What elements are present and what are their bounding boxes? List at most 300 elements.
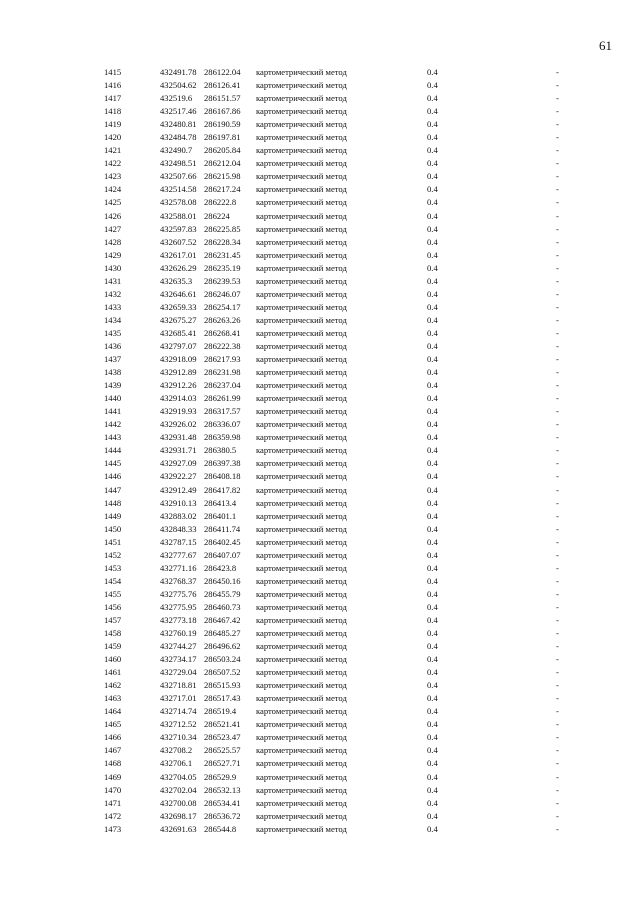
note-cell: -	[556, 784, 559, 795]
method-cell: картометрический метод	[256, 536, 347, 547]
coord-y-cell: 286197.81	[204, 132, 241, 143]
accuracy-cell: 0.4	[427, 823, 438, 834]
coord-y-cell: 286261.99	[204, 393, 241, 404]
method-cell: картометрический метод	[256, 106, 347, 117]
point-number-cell: 1416	[104, 80, 122, 91]
note-cell: -	[556, 523, 559, 534]
note-cell: -	[556, 588, 559, 599]
coord-y-cell: 286485.27	[204, 628, 241, 639]
table-row	[0, 418, 640, 431]
coord-y-cell: 286408.18	[204, 471, 241, 482]
coord-x-cell: 432484.78	[160, 132, 197, 143]
coord-x-cell: 432912.49	[160, 484, 197, 495]
accuracy-cell: 0.4	[427, 93, 438, 104]
point-number-cell: 1457	[104, 614, 122, 625]
coord-x-cell: 432714.74	[160, 706, 197, 717]
coord-y-cell: 286503.24	[204, 654, 241, 665]
coord-x-cell: 432691.63	[160, 823, 197, 834]
note-cell: -	[556, 249, 559, 260]
coord-y-cell: 286397.38	[204, 458, 241, 469]
accuracy-cell: 0.4	[427, 406, 438, 417]
coord-y-cell: 286534.41	[204, 797, 241, 808]
coord-x-cell: 432922.27	[160, 471, 197, 482]
coord-x-cell: 432729.04	[160, 667, 197, 678]
coord-x-cell: 432775.95	[160, 601, 197, 612]
coord-y-cell: 286507.52	[204, 667, 241, 678]
point-number-cell: 1472	[104, 810, 122, 821]
point-number-cell: 1428	[104, 236, 122, 247]
accuracy-cell: 0.4	[427, 732, 438, 743]
accuracy-cell: 0.4	[427, 223, 438, 234]
table-row	[0, 536, 640, 549]
accuracy-cell: 0.4	[427, 693, 438, 704]
coord-x-cell: 432931.71	[160, 445, 197, 456]
method-cell: картометрический метод	[256, 432, 347, 443]
point-number-cell: 1449	[104, 510, 122, 521]
coord-x-cell: 432626.29	[160, 262, 197, 273]
table-row	[0, 314, 640, 327]
accuracy-cell: 0.4	[427, 275, 438, 286]
coord-y-cell: 286212.04	[204, 158, 241, 169]
note-cell: -	[556, 354, 559, 365]
point-number-cell: 1424	[104, 184, 122, 195]
accuracy-cell: 0.4	[427, 706, 438, 717]
method-cell: картометрический метод	[256, 93, 347, 104]
table-row	[0, 497, 640, 510]
note-cell: -	[556, 171, 559, 182]
note-cell: -	[556, 301, 559, 312]
coord-x-cell: 432771.16	[160, 562, 197, 573]
point-number-cell: 1456	[104, 601, 122, 612]
table-row	[0, 392, 640, 405]
point-number-cell: 1460	[104, 654, 122, 665]
method-cell: картометрический метод	[256, 80, 347, 91]
coord-x-cell: 432760.19	[160, 628, 197, 639]
table-row	[0, 340, 640, 353]
coord-y-cell: 286263.26	[204, 314, 241, 325]
coord-y-cell: 286402.45	[204, 536, 241, 547]
coord-y-cell: 286450.16	[204, 575, 241, 586]
note-cell: -	[556, 510, 559, 521]
table-row	[0, 66, 640, 79]
coord-y-cell: 286525.57	[204, 745, 241, 756]
method-cell: картометрический метод	[256, 667, 347, 678]
table-row	[0, 196, 640, 209]
accuracy-cell: 0.4	[427, 380, 438, 391]
note-cell: -	[556, 393, 559, 404]
accuracy-cell: 0.4	[427, 171, 438, 182]
point-number-cell: 1461	[104, 667, 122, 678]
accuracy-cell: 0.4	[427, 445, 438, 456]
method-cell: картометрический метод	[256, 419, 347, 430]
coord-x-cell: 432597.83	[160, 223, 197, 234]
note-cell: -	[556, 197, 559, 208]
coord-x-cell: 432883.02	[160, 510, 197, 521]
coord-x-cell: 432912.89	[160, 367, 197, 378]
accuracy-cell: 0.4	[427, 810, 438, 821]
method-cell: картометрический метод	[256, 132, 347, 143]
method-cell: картометрический метод	[256, 784, 347, 795]
point-number-cell: 1434	[104, 314, 122, 325]
method-cell: картометрический метод	[256, 327, 347, 338]
method-cell: картометрический метод	[256, 380, 347, 391]
coord-x-cell: 432717.01	[160, 693, 197, 704]
accuracy-cell: 0.4	[427, 588, 438, 599]
point-number-cell: 1420	[104, 132, 122, 143]
note-cell: -	[556, 93, 559, 104]
method-cell: картометрический метод	[256, 275, 347, 286]
accuracy-cell: 0.4	[427, 784, 438, 795]
table-row	[0, 731, 640, 744]
table-row	[0, 523, 640, 536]
coord-x-cell: 432768.37	[160, 575, 197, 586]
accuracy-cell: 0.4	[427, 614, 438, 625]
accuracy-cell: 0.4	[427, 562, 438, 573]
method-cell: картометрический метод	[256, 67, 347, 77]
method-cell: картометрический метод	[256, 249, 347, 260]
accuracy-cell: 0.4	[427, 393, 438, 404]
coord-x-cell: 432704.05	[160, 771, 197, 782]
accuracy-cell: 0.4	[427, 797, 438, 808]
coord-y-cell: 286455.79	[204, 588, 241, 599]
table-row	[0, 627, 640, 640]
note-cell: -	[556, 562, 559, 573]
note-cell: -	[556, 823, 559, 834]
table-row	[0, 666, 640, 679]
table-row	[0, 784, 640, 797]
accuracy-cell: 0.4	[427, 758, 438, 769]
accuracy-cell: 0.4	[427, 354, 438, 365]
method-cell: картометрический метод	[256, 706, 347, 717]
method-cell: картометрический метод	[256, 588, 347, 599]
accuracy-cell: 0.4	[427, 654, 438, 665]
point-number-cell: 1444	[104, 445, 122, 456]
table-row	[0, 405, 640, 418]
method-cell: картометрический метод	[256, 549, 347, 560]
coord-x-cell: 432744.27	[160, 641, 197, 652]
table-row	[0, 510, 640, 523]
table-row	[0, 170, 640, 183]
accuracy-cell: 0.4	[427, 484, 438, 495]
method-cell: картометрический метод	[256, 354, 347, 365]
method-cell: картометрический метод	[256, 367, 347, 378]
note-cell: -	[556, 641, 559, 652]
point-number-cell: 1450	[104, 523, 122, 534]
accuracy-cell: 0.4	[427, 497, 438, 508]
coord-x-cell: 432926.02	[160, 419, 197, 430]
coord-x-cell: 432588.01	[160, 210, 197, 221]
method-cell: картометрический метод	[256, 523, 347, 534]
note-cell: -	[556, 406, 559, 417]
note-cell: -	[556, 210, 559, 221]
table-row	[0, 236, 640, 249]
point-number-cell: 1470	[104, 784, 122, 795]
coord-y-cell: 286217.93	[204, 354, 241, 365]
coord-y-cell: 286515.93	[204, 680, 241, 691]
method-cell: картометрический метод	[256, 745, 347, 756]
note-cell: -	[556, 628, 559, 639]
coord-x-cell: 432514.58	[160, 184, 197, 195]
accuracy-cell: 0.4	[427, 771, 438, 782]
coord-y-cell: 286401.1	[204, 510, 237, 521]
method-cell: картометрический метод	[256, 158, 347, 169]
method-cell: картометрический метод	[256, 406, 347, 417]
accuracy-cell: 0.4	[427, 301, 438, 312]
method-cell: картометрический метод	[256, 197, 347, 208]
point-number-cell: 1418	[104, 106, 122, 117]
point-number-cell: 1452	[104, 549, 122, 560]
method-cell: картометрический метод	[256, 758, 347, 769]
method-cell: картометрический метод	[256, 314, 347, 325]
table-row	[0, 223, 640, 236]
coord-y-cell: 286239.53	[204, 275, 241, 286]
point-number-cell: 1425	[104, 197, 122, 208]
coord-x-cell: 432635.3	[160, 275, 193, 286]
method-cell: картометрический метод	[256, 575, 347, 586]
point-number-cell: 1430	[104, 262, 122, 273]
note-cell: -	[556, 575, 559, 586]
table-row	[0, 105, 640, 118]
coord-x-cell: 432931.48	[160, 432, 197, 443]
coord-y-cell: 286496.62	[204, 641, 241, 652]
coord-x-cell: 432498.51	[160, 158, 197, 169]
coord-x-cell: 432519.6	[160, 93, 193, 104]
note-cell: -	[556, 119, 559, 130]
method-cell: картометрический метод	[256, 236, 347, 247]
point-number-cell: 1431	[104, 275, 122, 286]
table-row	[0, 301, 640, 314]
coord-y-cell: 286521.41	[204, 719, 241, 730]
coord-y-cell: 286217.24	[204, 184, 241, 195]
coord-x-cell: 432910.13	[160, 497, 197, 508]
coord-x-cell: 432491.78	[160, 67, 197, 77]
note-cell: -	[556, 810, 559, 821]
coord-x-cell: 432700.08	[160, 797, 197, 808]
method-cell: картометрический метод	[256, 797, 347, 808]
point-number-cell: 1433	[104, 301, 122, 312]
accuracy-cell: 0.4	[427, 106, 438, 117]
coord-y-cell: 286336.07	[204, 419, 241, 430]
accuracy-cell: 0.4	[427, 210, 438, 221]
coord-x-cell: 432646.61	[160, 288, 197, 299]
method-cell: картометрический метод	[256, 601, 347, 612]
method-cell: картометрический метод	[256, 145, 347, 156]
method-cell: картометрический метод	[256, 210, 347, 221]
accuracy-cell: 0.4	[427, 314, 438, 325]
coord-y-cell: 286411.74	[204, 523, 241, 534]
note-cell: -	[556, 614, 559, 625]
accuracy-cell: 0.4	[427, 680, 438, 691]
note-cell: -	[556, 758, 559, 769]
coord-y-cell: 286228.34	[204, 236, 241, 247]
accuracy-cell: 0.4	[427, 641, 438, 652]
note-cell: -	[556, 432, 559, 443]
point-number-cell: 1443	[104, 432, 122, 443]
point-number-cell: 1436	[104, 340, 122, 351]
note-cell: -	[556, 471, 559, 482]
coord-y-cell: 286460.73	[204, 601, 241, 612]
accuracy-cell: 0.4	[427, 419, 438, 430]
coord-x-cell: 432787.15	[160, 536, 197, 547]
table-row	[0, 744, 640, 757]
coord-x-cell: 432698.17	[160, 810, 197, 821]
method-cell: картометрический метод	[256, 628, 347, 639]
point-number-cell: 1438	[104, 367, 122, 378]
table-row	[0, 614, 640, 627]
note-cell: -	[556, 419, 559, 430]
coord-y-cell: 286190.59	[204, 119, 241, 130]
accuracy-cell: 0.4	[427, 575, 438, 586]
coord-y-cell: 286122.04	[204, 67, 241, 77]
method-cell: картометрический метод	[256, 693, 347, 704]
method-cell: картометрический метод	[256, 262, 347, 273]
method-cell: картометрический метод	[256, 497, 347, 508]
coord-y-cell: 286407.07	[204, 549, 241, 560]
note-cell: -	[556, 693, 559, 704]
method-cell: картометрический метод	[256, 171, 347, 182]
coord-y-cell: 286151.57	[204, 93, 241, 104]
point-number-cell: 1471	[104, 797, 122, 808]
accuracy-cell: 0.4	[427, 601, 438, 612]
table-row	[0, 131, 640, 144]
coord-x-cell: 432675.27	[160, 314, 197, 325]
table-row	[0, 692, 640, 705]
note-cell: -	[556, 223, 559, 234]
accuracy-cell: 0.4	[427, 628, 438, 639]
coord-y-cell: 286536.72	[204, 810, 241, 821]
method-cell: картометрический метод	[256, 510, 347, 521]
method-cell: картометрический метод	[256, 471, 347, 482]
point-number-cell: 1454	[104, 575, 122, 586]
note-cell: -	[556, 340, 559, 351]
method-cell: картометрический метод	[256, 458, 347, 469]
table-row	[0, 718, 640, 731]
coord-y-cell: 286224	[204, 210, 230, 221]
note-cell: -	[556, 327, 559, 338]
table-row	[0, 118, 640, 131]
method-cell: картометрический метод	[256, 393, 347, 404]
note-cell: -	[556, 654, 559, 665]
table-row	[0, 353, 640, 366]
coord-x-cell: 432919.93	[160, 406, 197, 417]
accuracy-cell: 0.4	[427, 158, 438, 169]
table-row	[0, 679, 640, 692]
coord-y-cell: 286527.71	[204, 758, 241, 769]
point-number-cell: 1426	[104, 210, 122, 221]
table-row	[0, 249, 640, 262]
coord-x-cell: 432685.41	[160, 327, 197, 338]
note-cell: -	[556, 158, 559, 169]
note-cell: -	[556, 380, 559, 391]
coord-y-cell: 286532.13	[204, 784, 241, 795]
coord-y-cell: 286167.86	[204, 106, 241, 117]
note-cell: -	[556, 236, 559, 247]
point-number-cell: 1468	[104, 758, 122, 769]
note-cell: -	[556, 732, 559, 743]
coord-y-cell: 286544.8	[204, 823, 237, 834]
method-cell: картометрический метод	[256, 184, 347, 195]
point-number-cell: 1419	[104, 119, 122, 130]
note-cell: -	[556, 797, 559, 808]
page-number: 61	[599, 38, 612, 53]
table-row	[0, 810, 640, 823]
table-row	[0, 183, 640, 196]
coord-y-cell: 286231.45	[204, 249, 241, 260]
coord-x-cell: 432507.66	[160, 171, 197, 182]
coord-y-cell: 286517.43	[204, 693, 241, 704]
method-cell: картометрический метод	[256, 562, 347, 573]
method-cell: картометрический метод	[256, 680, 347, 691]
accuracy-cell: 0.4	[427, 458, 438, 469]
coord-y-cell: 286215.98	[204, 171, 241, 182]
point-number-cell: 1435	[104, 327, 122, 338]
method-cell: картометрический метод	[256, 719, 347, 730]
table-row	[0, 588, 640, 601]
point-number-cell: 1429	[104, 249, 122, 260]
coord-x-cell: 432927.09	[160, 458, 197, 469]
coord-y-cell: 286246.07	[204, 288, 241, 299]
note-cell: -	[556, 706, 559, 717]
point-number-cell: 1462	[104, 680, 122, 691]
accuracy-cell: 0.4	[427, 249, 438, 260]
accuracy-cell: 0.4	[427, 184, 438, 195]
coord-x-cell: 432490.7	[160, 145, 193, 156]
coord-x-cell: 432734.17	[160, 654, 197, 665]
note-cell: -	[556, 601, 559, 612]
coord-x-cell: 432777.67	[160, 549, 197, 560]
accuracy-cell: 0.4	[427, 327, 438, 338]
point-number-cell: 1440	[104, 393, 122, 404]
coord-x-cell: 432718.81	[160, 680, 197, 691]
coord-y-cell: 286523.47	[204, 732, 241, 743]
point-number-cell: 1442	[104, 419, 122, 430]
point-number-cell: 1455	[104, 588, 122, 599]
point-number-cell: 1453	[104, 562, 122, 573]
note-cell: -	[556, 367, 559, 378]
table-row	[0, 288, 640, 301]
method-cell: картометрический метод	[256, 823, 347, 834]
note-cell: -	[556, 106, 559, 117]
coord-x-cell: 432914.03	[160, 393, 197, 404]
point-number-cell: 1451	[104, 536, 122, 547]
coord-x-cell: 432912.26	[160, 380, 197, 391]
coord-x-cell: 432607.52	[160, 236, 197, 247]
table-row	[0, 653, 640, 666]
coord-y-cell: 286237.04	[204, 380, 241, 391]
point-number-cell: 1439	[104, 380, 122, 391]
note-cell: -	[556, 262, 559, 273]
point-number-cell: 1464	[104, 706, 122, 717]
point-number-cell: 1467	[104, 745, 122, 756]
method-cell: картометрический метод	[256, 641, 347, 652]
coord-y-cell: 286417.82	[204, 484, 241, 495]
point-number-cell: 1447	[104, 484, 122, 495]
coord-y-cell: 286467.42	[204, 614, 241, 625]
accuracy-cell: 0.4	[427, 549, 438, 560]
point-number-cell: 1437	[104, 354, 122, 365]
note-cell: -	[556, 771, 559, 782]
point-number-cell: 1458	[104, 628, 122, 639]
table-row	[0, 771, 640, 784]
accuracy-cell: 0.4	[427, 667, 438, 678]
table-row	[0, 457, 640, 470]
coord-x-cell: 432918.09	[160, 354, 197, 365]
table-row	[0, 327, 640, 340]
point-number-cell: 1448	[104, 497, 122, 508]
method-cell: картометрический метод	[256, 810, 347, 821]
accuracy-cell: 0.4	[427, 236, 438, 247]
coord-x-cell: 432517.46	[160, 106, 197, 117]
